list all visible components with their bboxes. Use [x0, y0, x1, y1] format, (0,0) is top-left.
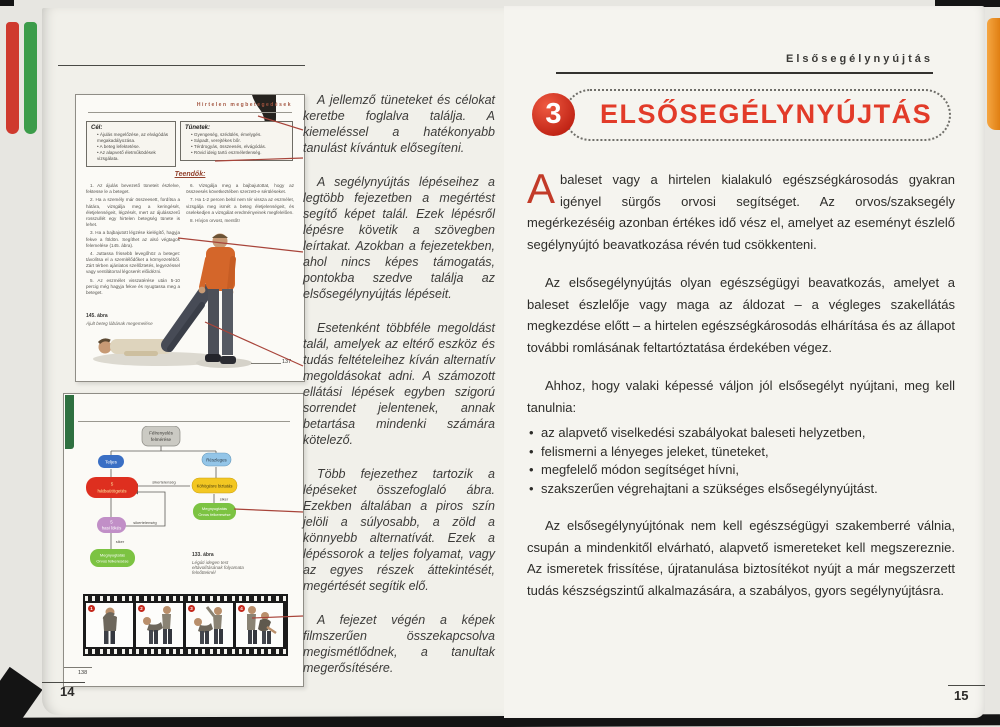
chapter-color-bar [65, 395, 74, 449]
frame-number-badge: 3 [188, 605, 195, 612]
symptom-item: • Térdrogyás, összeesés, elvágódás. [191, 144, 288, 150]
page-number-right: 15 [954, 688, 969, 703]
page-number-left: 14 [60, 684, 75, 699]
chapter-index-tab [987, 18, 1000, 130]
cover-stripe-red [6, 22, 19, 134]
list-item: • az alapvető viselkedési szabályokat baleseti helyzetben, [527, 424, 955, 443]
right-page [504, 6, 985, 718]
figure-caption: Légúti idegen test eltávolításának folyamata felnőtteknél [192, 560, 244, 575]
annotation-paragraph: A fejezet végén a képek filmszerűen összekapcsolva megismétlődnek, a tanultak megerősítésére. [303, 613, 495, 675]
pagenum-rule-left [42, 682, 85, 683]
film-strip [83, 594, 288, 656]
frame-number-badge: 2 [138, 605, 145, 612]
paragraph: Az elsősegélynyújtónak nem kell egészségügyi szakemberré válnia, csupán a mindenkitől elvárható, alapvető ismereteket kell megszereznie. Az ismeretek frissítése, újratanulása biztosítékot nyújt a már megszerzett tudás készségszintű alkalmazására, a szabályos, gyors segélynyújtásra. [527, 518, 955, 598]
flow-node-purple: 5 [110, 519, 113, 525]
annotation-paragraph: A jellemző tüneteket és célokat keretbe foglalva találja. A kiemeléssel a hatékonyabb tanulást kívántuk elősegíteni. [303, 93, 495, 155]
svg-text:felmérése: felmérése [150, 437, 172, 442]
figure-number: 133. ábra [192, 552, 214, 558]
list-item: • felismerni a lényeges jeleket, tüneteket, [527, 443, 955, 462]
film-frame [136, 603, 183, 647]
svg-text:sikertelenség: sikertelenség [133, 520, 157, 525]
svg-text:siker: siker [115, 539, 125, 544]
svg-text:Orvos felkeresése: Orvos felkeresése [198, 512, 231, 517]
film-frame [236, 603, 283, 647]
step: 4. Juttassa frissebb levegőhöz a beteget: távolítsa el a szemlélődőket a környezetéből. Zárt térben ajánlatos szellőztetés, legyezéssel vagy ventilátorral légcserét előidézni. [86, 250, 180, 275]
goal-item: • A beteg lefektetése. [97, 144, 171, 150]
flow-node-yellow: Köhögésre biztatás [196, 483, 233, 489]
frame-number-badge: 1 [88, 605, 95, 612]
symptom-item: • Rövid ideig tartó eszméletlenség. [191, 150, 288, 156]
film-sprockets-top [85, 596, 286, 601]
step: 8. Hívjon orvost, mentőt! [190, 217, 240, 223]
mini-page-sample-2 [63, 393, 304, 687]
flowchart [74, 426, 294, 578]
flow-node-green-left: Megnyugtatás [99, 552, 126, 558]
annotation-paragraph: Több fejezethez tartozik a lépéseket összefoglaló ábra. Ezekben általában a piros szín jelöli a súlyosabb, a zöld a könnyebb alternatívát. Ezek a lépéssorok a teljes folyamat, vagy az egyes részek áttekintését, megértését segítik elő. [303, 467, 495, 593]
step: 1. Az ájulás bevezető tüneteit észlelve, fektesse le a beteget. [86, 183, 180, 195]
step: 6. Vizsgálja meg a bajbajutottat, hogy az összeesés következtében szerzett-e sérüléseket. [186, 183, 294, 195]
chapter-number-badge: 3 [532, 93, 575, 136]
pagenum-rule-right [948, 685, 985, 686]
symptoms-box [180, 121, 293, 161]
goal-item: • Ájulás megelőzése, az elvágódás megakadályozása. [97, 132, 171, 144]
list-item: • szakszerűen végrehajtani a szükséges elsősegélynyújtást. [527, 480, 955, 499]
mini-page-number: 137 [282, 359, 292, 365]
mini-page-number: 138 [78, 670, 88, 676]
learning-list [527, 424, 955, 498]
list-intro: Ahhoz, hogy valaki képessé váljon jól elsősegélyt nyújtani, meg kell tanulnia: [527, 378, 955, 415]
flow-branch-right: Részleges [206, 457, 227, 463]
flow-node-red: 5 [110, 481, 114, 487]
figure-caption: Ájult beteg lábának megemelése [86, 321, 153, 326]
annotation-paragraph: Esetenként többféle megoldást talál, amelyek az eltérő eszköz és tudás feltételeihez kíván alternatív megoldásokat adni. A számozott ellátási lépések egyben szigorú sorrendet jelentenek, annak betartása mindenki számára kötelező. [303, 321, 495, 447]
svg-text:hasi lökés: hasi lökés [101, 525, 122, 531]
mini-running-rule [88, 112, 292, 113]
list-item: • megfelelő módon segítséget hívni, [527, 461, 955, 480]
goal-title: Cél: [91, 125, 103, 131]
chapter-title: ELSŐSEGÉLYNYÚJTÁS [600, 99, 933, 129]
flow-start-label: Félrenyelés [149, 430, 173, 436]
first-aid-photo [84, 227, 296, 377]
film-frame [86, 603, 133, 647]
mini-running-head: Hirtelen megbetegedések [196, 102, 292, 108]
film-sprockets-bottom [85, 649, 286, 654]
running-head-rule [556, 72, 933, 74]
flow-branch-left: Teljes [105, 459, 117, 465]
left-header-rule [58, 65, 305, 66]
flow-label-success: siker [219, 496, 229, 502]
symptoms-title: Tünetek: [185, 125, 211, 131]
steps-column-2 [186, 183, 294, 226]
mini-header-rule [78, 421, 290, 422]
mini-page-sample-1 [75, 94, 305, 382]
step: 7. Ha 1-2 percen belül nem tér vissza az eszmélet, vizsgálja meg ismét a beteg életjelenségeit, és cselekedjen a vizsgálat eredményeinek megfelelően. [186, 197, 294, 215]
svg-text:Orvos felkeresése: Orvos felkeresése [96, 558, 129, 564]
svg-text:hátbaütögetés: hátbaütögetés [97, 488, 127, 494]
cover-stripe-green [24, 22, 37, 134]
tasks-heading: Teendők: [174, 171, 206, 178]
frame-number-badge: 4 [238, 605, 245, 612]
symptom-item: • Gyengeség, szédülés, émelygés. [191, 132, 288, 138]
drop-cap: A [527, 165, 556, 212]
paragraph [527, 165, 955, 255]
paragraph-text: baleset vagy a hirtelen kialakuló egészségkárosodás gyakran igényel sürgős orvosi segítséget. Az orvos/szaksegély megérkezéséig azonban értékes idő vész el, amelyet az eseményt észlelő segélynyújtó beavatkozása révén tud csökkenteni. [527, 172, 955, 252]
body-text [527, 165, 955, 618]
flow-label-fail: sikertelenség [152, 479, 176, 485]
left-page [42, 8, 504, 715]
film-frame [186, 603, 233, 647]
figure-number: 145. ábra [86, 313, 108, 319]
step: 3. Ha a bajbajutott légzése kielégítő, hagyja fekve a földön. Segíthet az alsó végtagok felemelése (145. ábra). [86, 230, 180, 248]
mini-pagenum-rule [64, 667, 92, 668]
running-head: Elsősegélynyújtás [786, 53, 933, 65]
annotation-column [303, 92, 495, 694]
paragraph: Az elsősegélynyújtás olyan egészségügyi beavatkozás, amelyet a baleset észlelője vagy maga az áldozat – a végleges szakellátás megkezdése előtt – a hirtelen egészségkárosodás elhárítása és az állapot további romlásának feltartóztatása érdekében végez. [527, 275, 955, 355]
mini-pagenum-rule [251, 363, 281, 364]
scan-edge-top-left [0, 0, 14, 6]
step: 5. Az eszmélet visszatérése után 5-10 percig még hagyja fekve és nyugtassa meg a beteget. [86, 277, 180, 295]
goal-item: • Az alapvető életműködések vizsgálata. [97, 150, 171, 162]
annotation-paragraph: A segélynyújtás lépéseihez a legtöbb fejezetben a megértést segítő képet talál. Ezek lépésről lépésre követik a szövegben leírtakat. Azokban a fejezetekben, ahol nincs képes támogatás, pontokba szedve találja az elsősegélynyújtás lépéseit. [303, 175, 495, 301]
symptom-item: • Sápadt, verejtékes bőr. [191, 138, 288, 144]
step: 2. Ha a személy már összeesett, fordítsa a hátára, vizsgálja meg a keringését, életjelenségeit, légzését, mert az ájulásszerű rosszullét egy hirtelen betegség tünete is lehet. [86, 197, 180, 228]
goal-box [86, 121, 176, 167]
flow-node-green-right: Megnyugtatás [201, 506, 228, 511]
